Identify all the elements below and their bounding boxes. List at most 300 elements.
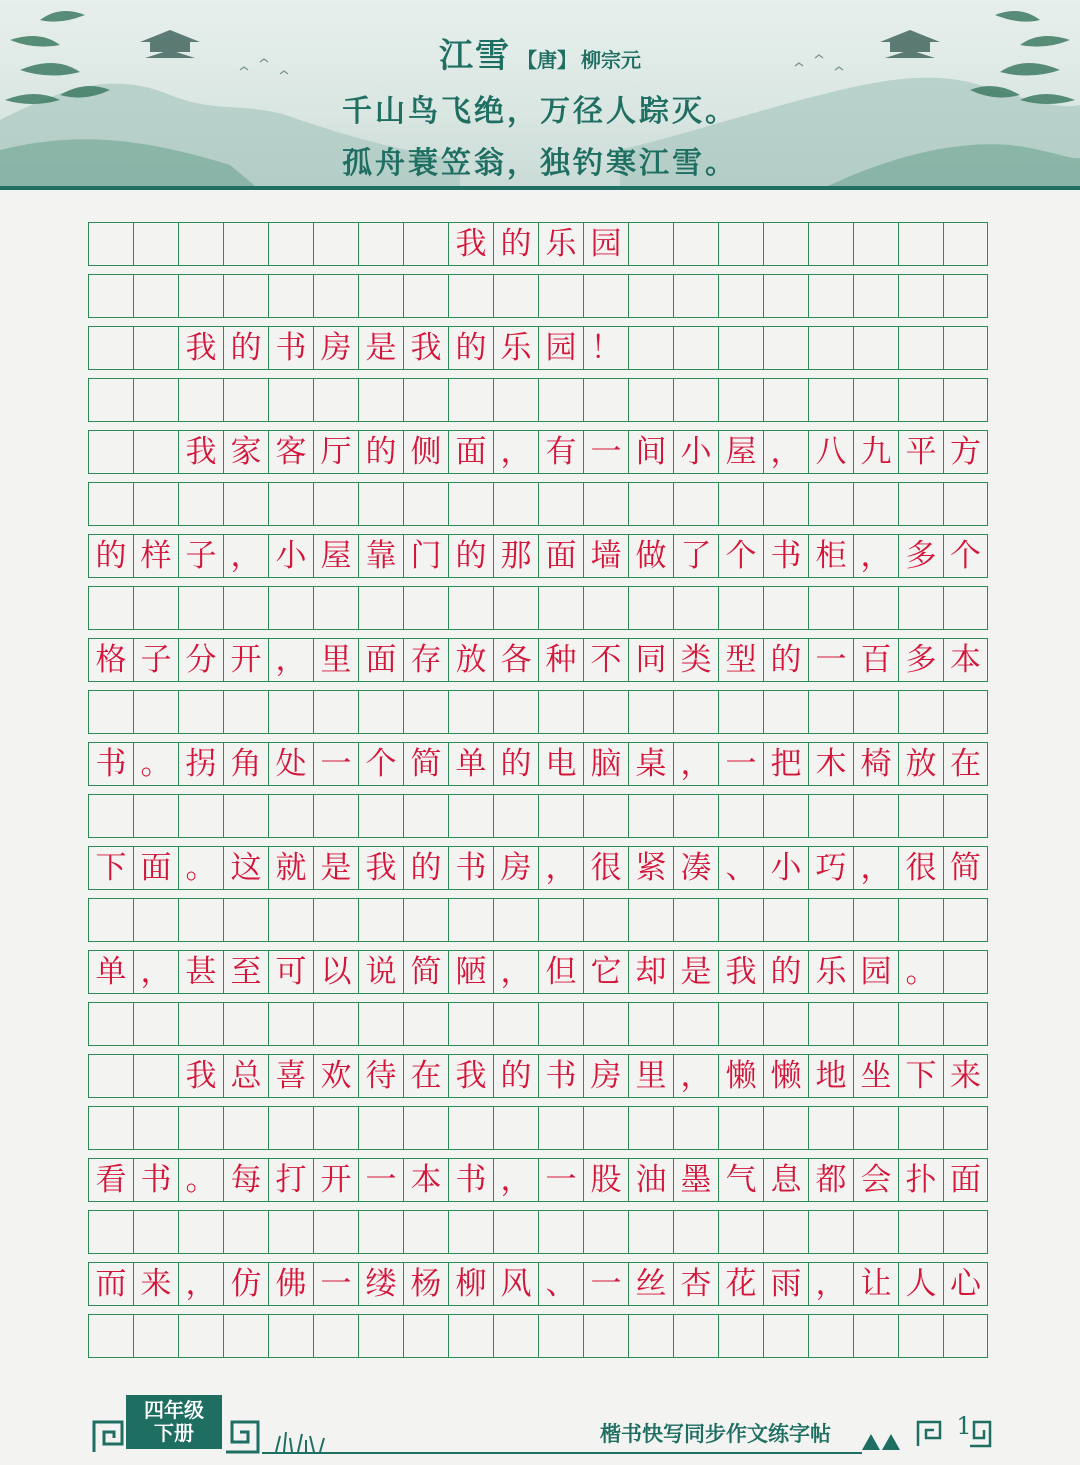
grid-cell xyxy=(313,223,358,265)
grid-cell: 园 xyxy=(583,223,628,265)
grid-cell: 杨 xyxy=(403,1263,448,1305)
grid-cell xyxy=(133,379,178,421)
grid-cell xyxy=(88,587,133,629)
grid-cell xyxy=(313,1315,358,1357)
grid-cell xyxy=(763,1211,808,1253)
grid-cell: 各 xyxy=(493,639,538,681)
grid-cell xyxy=(673,1211,718,1253)
grid-cell xyxy=(943,587,988,629)
grid-cell xyxy=(718,587,763,629)
grid-cell xyxy=(88,899,133,941)
grid-cell: 的 xyxy=(358,431,403,473)
grid-cell xyxy=(628,275,673,317)
grid-cell xyxy=(583,795,628,837)
grid-cell xyxy=(853,1003,898,1045)
row-gap xyxy=(88,526,988,534)
grid-cell xyxy=(448,1003,493,1045)
grid-cell xyxy=(583,1211,628,1253)
row-gap xyxy=(88,370,988,378)
grid-cell xyxy=(493,587,538,629)
grid-cell xyxy=(448,379,493,421)
grid-cell xyxy=(268,899,313,941)
grid-cell: 佛 xyxy=(268,1263,313,1305)
grid-cell xyxy=(493,1107,538,1149)
grid-cell xyxy=(493,1315,538,1357)
grid-cell xyxy=(313,1003,358,1045)
grid-cell: 风 xyxy=(493,1263,538,1305)
left-fret-ornament-icon xyxy=(92,1418,126,1454)
grid-cell xyxy=(628,1003,673,1045)
grid-cell xyxy=(133,691,178,733)
grid-cell: 一 xyxy=(718,743,763,785)
grid-cell xyxy=(853,899,898,941)
grid-cell xyxy=(88,1315,133,1357)
grid-cell: ， xyxy=(763,431,808,473)
grid-cell: 待 xyxy=(358,1055,403,1097)
grid-cell: 书 xyxy=(448,847,493,889)
grid-cell: 开 xyxy=(223,639,268,681)
grid-cell xyxy=(133,483,178,525)
grid-cell xyxy=(538,587,583,629)
grid-cell xyxy=(358,587,403,629)
grid-cell xyxy=(88,327,133,369)
grid-cell xyxy=(538,1107,583,1149)
grid-cell: 面 xyxy=(943,1159,988,1201)
grid-cell xyxy=(673,327,718,369)
grid-cell xyxy=(223,275,268,317)
grade-line-1: 四年级 xyxy=(144,1398,204,1422)
grid-cell xyxy=(268,691,313,733)
grid-cell xyxy=(808,275,853,317)
grid-cell xyxy=(268,223,313,265)
grid-cell xyxy=(763,1315,808,1357)
grid-cell xyxy=(313,275,358,317)
grid-cell: 单 xyxy=(448,743,493,785)
grid-cell xyxy=(178,223,223,265)
grid-cell: 开 xyxy=(313,1159,358,1201)
grid-cell xyxy=(763,1003,808,1045)
grid-cell: 、 xyxy=(538,1263,583,1305)
row-gap xyxy=(88,1306,988,1314)
grid-cell xyxy=(358,795,403,837)
grid-cell xyxy=(223,691,268,733)
grid-cell xyxy=(943,223,988,265)
grid-cell: 至 xyxy=(223,951,268,993)
grid-cell xyxy=(358,223,403,265)
grid-cell: 屋 xyxy=(718,431,763,473)
grid-cell: 墙 xyxy=(583,535,628,577)
row-gap xyxy=(88,266,988,274)
grid-cell xyxy=(133,275,178,317)
grid-cell xyxy=(583,1003,628,1045)
grid-cell: 我 xyxy=(178,431,223,473)
grid-cell xyxy=(808,1211,853,1253)
grid-cell xyxy=(673,379,718,421)
poem-line-1: 千山鸟飞绝，万径人踪灭。 xyxy=(342,94,738,129)
grid-cell: 我 xyxy=(448,1055,493,1097)
blank-row xyxy=(88,690,988,734)
grid-cell: 打 xyxy=(268,1159,313,1201)
grid-cell xyxy=(178,1211,223,1253)
grid-cell: 简 xyxy=(403,951,448,993)
grid-cell xyxy=(718,1315,763,1357)
grid-cell xyxy=(673,587,718,629)
grid-cell: 它 xyxy=(583,951,628,993)
grid-cell: 是 xyxy=(673,951,718,993)
grid-cell: 小 xyxy=(268,535,313,577)
grid-cell xyxy=(853,223,898,265)
grid-cell: 一 xyxy=(583,431,628,473)
grid-cell xyxy=(133,1003,178,1045)
grid-cell xyxy=(628,587,673,629)
grid-cell: 一 xyxy=(358,1159,403,1201)
grid-cell xyxy=(808,1315,853,1357)
grid-cell: 同 xyxy=(628,639,673,681)
grid-cell: 面 xyxy=(538,535,583,577)
grid-cell xyxy=(853,1315,898,1357)
grid-cell: 坐 xyxy=(853,1055,898,1097)
blank-row xyxy=(88,482,988,526)
blank-row xyxy=(88,274,988,318)
grid-cell: 缕 xyxy=(358,1263,403,1305)
grid-cell: 书 xyxy=(268,327,313,369)
grid-cell: ， xyxy=(178,1263,223,1305)
grid-cell xyxy=(628,223,673,265)
grid-cell: 脑 xyxy=(583,743,628,785)
grid-cell xyxy=(943,379,988,421)
poem-line-2: 孤舟蓑笠翁，独钓寒江雪。 xyxy=(342,146,738,181)
grid-cell xyxy=(538,483,583,525)
row-gap xyxy=(88,474,988,482)
grid-cell xyxy=(943,275,988,317)
grid-cell: 房 xyxy=(493,847,538,889)
row-gap xyxy=(88,994,988,1002)
grid-cell: 本 xyxy=(943,639,988,681)
grid-cell: 我 xyxy=(178,1055,223,1097)
grid-cell: ， xyxy=(493,431,538,473)
grid-cell xyxy=(133,223,178,265)
poem-title: 江雪 xyxy=(439,36,511,76)
grid-cell xyxy=(358,483,403,525)
grid-cell xyxy=(268,587,313,629)
grid-cell xyxy=(178,275,223,317)
grid-cell: 子 xyxy=(178,535,223,577)
grid-cell xyxy=(403,1003,448,1045)
grid-cell xyxy=(718,379,763,421)
grid-cell: 柳 xyxy=(448,1263,493,1305)
grid-cell: 里 xyxy=(313,639,358,681)
grid-cell xyxy=(133,1315,178,1357)
grade-badge xyxy=(126,1395,222,1449)
grid-cell xyxy=(493,379,538,421)
grid-cell: 丝 xyxy=(628,1263,673,1305)
grid-cell: 存 xyxy=(403,639,448,681)
grid-cell: ！ xyxy=(583,327,628,369)
grid-cell xyxy=(223,483,268,525)
grid-cell: 有 xyxy=(538,431,583,473)
grid-cell: 下 xyxy=(898,1055,943,1097)
row-gap xyxy=(88,1046,988,1054)
grid-cell xyxy=(628,327,673,369)
grid-cell xyxy=(628,1211,673,1253)
grid-cell xyxy=(358,1315,403,1357)
grid-cell: 桌 xyxy=(628,743,673,785)
grid-cell xyxy=(403,223,448,265)
grid-cell xyxy=(268,1003,313,1045)
grid-cell: 面 xyxy=(448,431,493,473)
grid-cell: 面 xyxy=(133,847,178,889)
grid-cell xyxy=(538,1211,583,1253)
grid-cell: 、 xyxy=(718,847,763,889)
grid-cell xyxy=(88,691,133,733)
grid-cell: 简 xyxy=(403,743,448,785)
grid-cell: 家 xyxy=(223,431,268,473)
grid-cell xyxy=(583,1107,628,1149)
grid-cell: ， xyxy=(853,535,898,577)
grid-cell: 平 xyxy=(898,431,943,473)
grid-cell: 墨 xyxy=(673,1159,718,1201)
grid-cell: 来 xyxy=(133,1263,178,1305)
grid-cell: 园 xyxy=(853,951,898,993)
grid-cell xyxy=(673,483,718,525)
grid-cell xyxy=(313,691,358,733)
grid-cell xyxy=(448,795,493,837)
grid-cell: 书 xyxy=(133,1159,178,1201)
grid-cell: 拐 xyxy=(178,743,223,785)
text-row xyxy=(88,222,988,266)
grid-cell: 的 xyxy=(763,951,808,993)
grid-cell xyxy=(718,1107,763,1149)
right-fret-ornament-icon xyxy=(224,1418,260,1454)
grid-cell xyxy=(853,275,898,317)
grid-cell: 小 xyxy=(673,431,718,473)
grid-cell xyxy=(313,795,358,837)
row-gap xyxy=(88,890,988,898)
grid-cell xyxy=(268,275,313,317)
grid-cell: 侧 xyxy=(403,431,448,473)
grid-cell: 巧 xyxy=(808,847,853,889)
grid-cell: 在 xyxy=(403,1055,448,1097)
grid-cell: 木 xyxy=(808,743,853,785)
grid-cell: 这 xyxy=(223,847,268,889)
grid-cell xyxy=(88,223,133,265)
grid-cell: 那 xyxy=(493,535,538,577)
grid-cell xyxy=(223,1107,268,1149)
grid-cell: 让 xyxy=(853,1263,898,1305)
grid-cell xyxy=(808,483,853,525)
grid-cell xyxy=(133,431,178,473)
grid-cell xyxy=(808,587,853,629)
grid-cell xyxy=(223,1315,268,1357)
grid-cell xyxy=(313,587,358,629)
grid-cell xyxy=(808,691,853,733)
grid-cell xyxy=(808,899,853,941)
grid-cell: 油 xyxy=(628,1159,673,1201)
grid-cell xyxy=(358,379,403,421)
grid-cell xyxy=(178,1003,223,1045)
grid-cell xyxy=(898,223,943,265)
grid-cell xyxy=(583,691,628,733)
grid-cell: 分 xyxy=(178,639,223,681)
grid-cell xyxy=(313,379,358,421)
grid-cell: 一 xyxy=(538,1159,583,1201)
grid-cell xyxy=(898,1211,943,1253)
row-gap xyxy=(88,630,988,638)
grid-cell: 处 xyxy=(268,743,313,785)
grid-cell xyxy=(628,691,673,733)
grid-cell xyxy=(268,379,313,421)
blank-row xyxy=(88,1106,988,1150)
text-row xyxy=(88,1262,988,1306)
grid-cell xyxy=(403,483,448,525)
grid-cell xyxy=(943,899,988,941)
footer-rule xyxy=(262,1452,862,1454)
grid-cell xyxy=(673,1003,718,1045)
row-gap xyxy=(88,838,988,846)
text-row xyxy=(88,430,988,474)
grid-cell xyxy=(853,691,898,733)
grid-cell: 下 xyxy=(88,847,133,889)
grid-cell xyxy=(583,1315,628,1357)
grid-cell xyxy=(628,899,673,941)
grid-cell xyxy=(448,1107,493,1149)
grid-cell xyxy=(763,899,808,941)
grid-cell xyxy=(313,483,358,525)
grid-cell xyxy=(358,899,403,941)
grid-cell: 杏 xyxy=(673,1263,718,1305)
grid-cell: 放 xyxy=(898,743,943,785)
grid-cell xyxy=(88,1107,133,1149)
grid-cell xyxy=(808,327,853,369)
grid-cell xyxy=(358,1107,403,1149)
grid-cell xyxy=(898,1107,943,1149)
grid-cell xyxy=(178,899,223,941)
grid-cell xyxy=(763,223,808,265)
grid-cell xyxy=(403,587,448,629)
row-gap xyxy=(88,422,988,430)
grid-cell xyxy=(178,379,223,421)
grid-cell: 每 xyxy=(223,1159,268,1201)
grid-cell: 会 xyxy=(853,1159,898,1201)
grid-cell xyxy=(583,483,628,525)
grid-cell: 花 xyxy=(718,1263,763,1305)
blank-row xyxy=(88,1314,988,1358)
text-row xyxy=(88,326,988,370)
grid-cell xyxy=(313,1107,358,1149)
grid-cell: 屋 xyxy=(313,535,358,577)
grid-cell xyxy=(223,1003,268,1045)
grid-cell xyxy=(403,1107,448,1149)
grid-cell: 乐 xyxy=(538,223,583,265)
grid-cell: 子 xyxy=(133,639,178,681)
writing-grid xyxy=(88,222,988,1358)
grid-cell: 把 xyxy=(763,743,808,785)
grid-cell: 的 xyxy=(448,535,493,577)
grid-cell xyxy=(898,795,943,837)
grid-cell xyxy=(943,1003,988,1045)
text-row xyxy=(88,638,988,682)
grid-cell xyxy=(88,795,133,837)
grid-cell: 我 xyxy=(403,327,448,369)
grid-cell xyxy=(403,795,448,837)
grid-cell: 说 xyxy=(358,951,403,993)
grid-cell xyxy=(718,223,763,265)
grid-cell xyxy=(673,1315,718,1357)
grid-cell xyxy=(808,379,853,421)
grid-cell: 的 xyxy=(493,1055,538,1097)
grid-cell xyxy=(808,1003,853,1045)
grid-cell xyxy=(223,379,268,421)
poem-author: 柳宗元 xyxy=(581,48,641,72)
grid-cell xyxy=(88,379,133,421)
grid-cell: 。 xyxy=(898,951,943,993)
text-row xyxy=(88,1054,988,1098)
grid-cell: 而 xyxy=(88,1263,133,1305)
grid-cell xyxy=(808,1107,853,1149)
grid-cell: ， xyxy=(538,847,583,889)
grid-cell xyxy=(493,691,538,733)
grid-cell xyxy=(853,483,898,525)
grid-cell xyxy=(133,1055,178,1097)
grid-cell: 一 xyxy=(808,639,853,681)
grid-cell: 型 xyxy=(718,639,763,681)
grid-cell xyxy=(358,1003,403,1045)
row-gap xyxy=(88,578,988,586)
grid-cell xyxy=(538,275,583,317)
grid-cell xyxy=(538,795,583,837)
blank-row xyxy=(88,1002,988,1046)
grid-cell: 本 xyxy=(403,1159,448,1201)
grid-cell: 陋 xyxy=(448,951,493,993)
grid-cell: ， xyxy=(673,1055,718,1097)
grid-cell xyxy=(898,691,943,733)
grid-cell xyxy=(763,275,808,317)
grid-cell: 小 xyxy=(763,847,808,889)
text-row xyxy=(88,846,988,890)
grid-cell: 扑 xyxy=(898,1159,943,1201)
grid-cell: 一 xyxy=(583,1263,628,1305)
text-row xyxy=(88,534,988,578)
text-row xyxy=(88,1158,988,1202)
grid-cell: 书 xyxy=(448,1159,493,1201)
grid-cell xyxy=(763,379,808,421)
grid-cell xyxy=(898,1003,943,1045)
grid-cell: ， xyxy=(808,1263,853,1305)
grid-cell xyxy=(583,275,628,317)
grid-cell: 书 xyxy=(538,1055,583,1097)
grid-cell xyxy=(628,1315,673,1357)
grid-cell: 欢 xyxy=(313,1055,358,1097)
grid-cell: 是 xyxy=(358,327,403,369)
grid-cell xyxy=(133,587,178,629)
grid-cell: 个 xyxy=(718,535,763,577)
grid-cell xyxy=(673,899,718,941)
grid-cell xyxy=(403,275,448,317)
grid-cell: 八 xyxy=(808,431,853,473)
grid-cell: 紧 xyxy=(628,847,673,889)
row-gap xyxy=(88,942,988,950)
grid-cell xyxy=(448,691,493,733)
grid-cell: ， xyxy=(133,951,178,993)
grid-cell: 以 xyxy=(313,951,358,993)
row-gap xyxy=(88,734,988,742)
grid-cell xyxy=(718,1211,763,1253)
grid-cell: 。 xyxy=(178,1159,223,1201)
grid-cell: 可 xyxy=(268,951,313,993)
grid-cell xyxy=(133,1211,178,1253)
grid-cell: 我 xyxy=(178,327,223,369)
grid-cell: 。 xyxy=(178,847,223,889)
